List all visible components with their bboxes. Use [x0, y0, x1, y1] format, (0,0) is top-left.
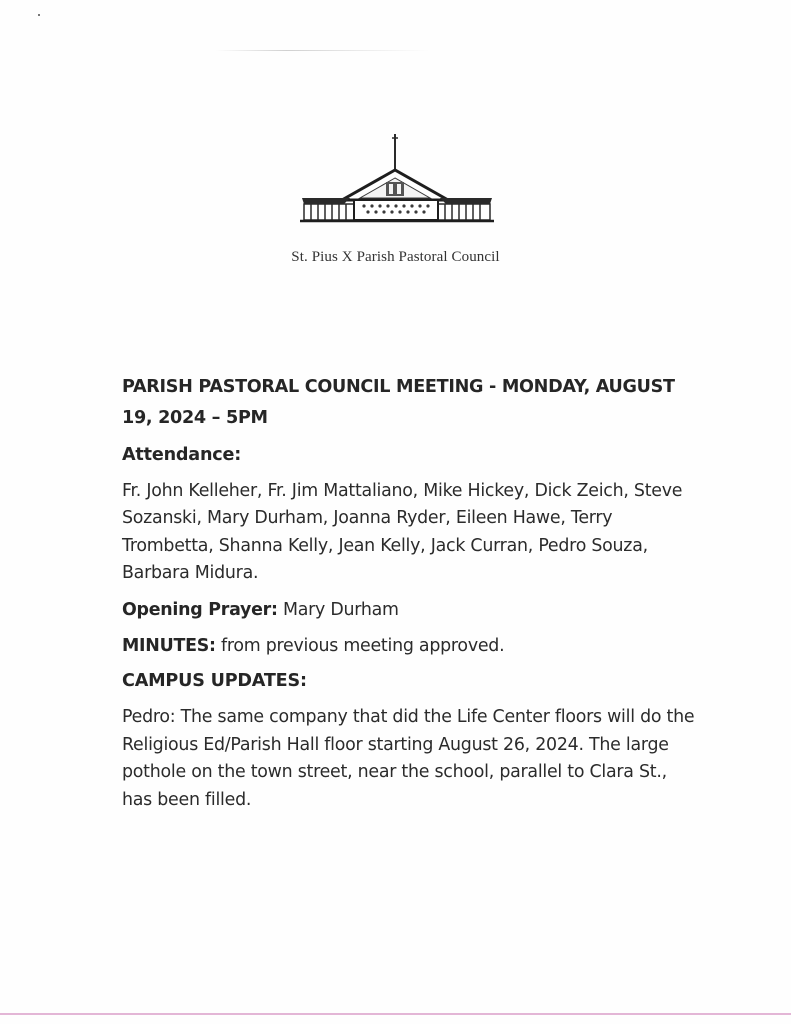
meeting-title: PARISH PASTORAL COUNCIL MEETING - MONDAY, AUGUST 19, 2024 – 5PM — [122, 377, 675, 428]
opening-prayer-line — [122, 597, 702, 624]
church-logo — [298, 132, 496, 224]
parish-council-name: St. Pius X Parish Pastoral Council — [291, 249, 500, 265]
minutes-line — [122, 633, 702, 660]
minutes-value: from previous meeting approved. — [215, 636, 505, 657]
campus-updates-text: Pedro: The same company that did the Life Center floors will do the Religious Ed/Parish Hall floor starting August 26, 2024. The large pothole on the town street, near the school, parallel to Clara St., has been filled. — [122, 707, 695, 810]
faint-header-rule — [215, 50, 430, 51]
opening-prayer-value: Mary Durham — [277, 599, 399, 620]
minutes-body — [122, 372, 702, 823]
campus-updates-heading: CAMPUS UPDATES: — [122, 671, 307, 692]
minutes-label: MINUTES: — [122, 636, 216, 657]
scan-speck — [38, 14, 40, 16]
attendance-list: Fr. John Kelleher, Fr. Jim Mattaliano, Mike Hickey, Dick Zeich, Steve Sozanski, Mary Durham, Joanna Ryder, Eileen Hawe, Terry Trombetta, Shanna Kelly, Jean Kelly, Jack Curran, Pedro Souza, Barbara Midura. — [122, 481, 683, 584]
opening-prayer-label: Opening Prayer: — [122, 599, 278, 620]
page-bottom-edge — [0, 1013, 791, 1015]
attendance-heading: Attendance: — [122, 445, 242, 465]
